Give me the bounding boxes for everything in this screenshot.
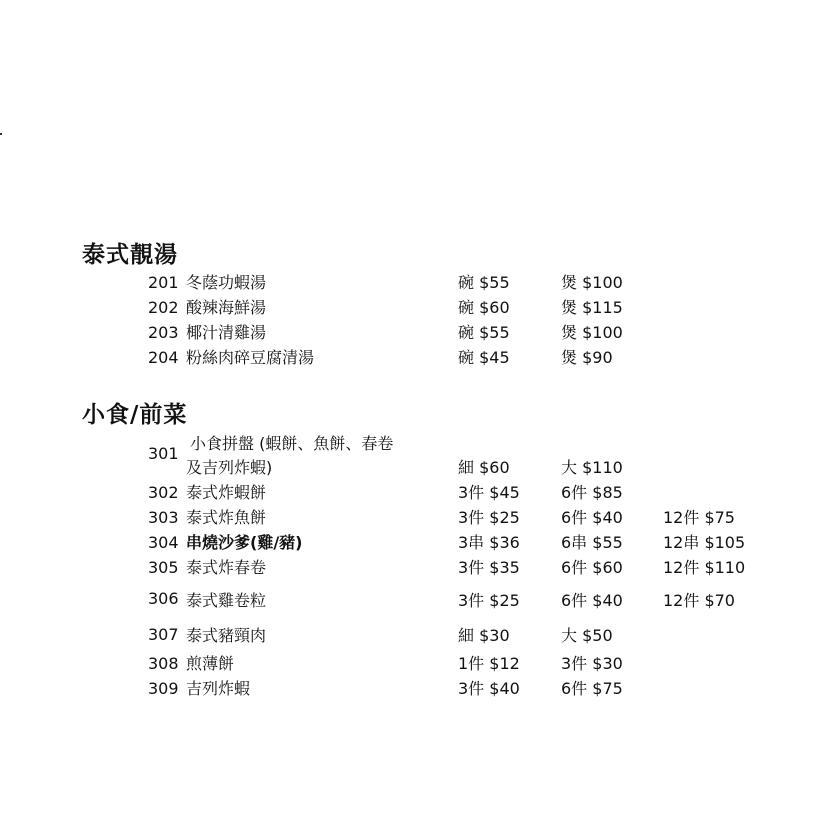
item-code: 202 <box>148 298 179 317</box>
item-name: 串燒沙爹(雞/豬) <box>186 533 303 552</box>
item-code: 306 <box>148 589 179 608</box>
item-code: 302 <box>148 483 179 502</box>
menu-row-202 <box>0 297 828 319</box>
item-price-2: 6件 $60 <box>561 558 623 577</box>
item-price-1: 3串 $36 <box>458 533 520 552</box>
item-code: 204 <box>148 348 179 367</box>
item-price-large: 煲 $100 <box>561 323 623 342</box>
menu-row-303 <box>0 507 828 529</box>
item-code: 308 <box>148 654 179 673</box>
item-code: 303 <box>148 508 179 527</box>
item-name: 冬蔭功蝦湯 <box>186 273 267 292</box>
menu-row-308 <box>0 653 828 675</box>
menu-row-201 <box>0 272 828 294</box>
item-name: 泰式豬頸肉 <box>186 626 267 645</box>
item-price-3: 12件 $75 <box>663 508 735 527</box>
item-price-1: 1件 $12 <box>458 654 520 673</box>
menu-row-306 <box>0 590 828 612</box>
item-price-2: 6件 $40 <box>561 591 623 610</box>
item-name: 泰式炸蝦餅 <box>186 483 267 502</box>
item-price-3: 12件 $110 <box>663 558 746 577</box>
item-price-large: 大 $50 <box>561 626 613 645</box>
item-code: 305 <box>148 558 179 577</box>
item-price-1: 3件 $25 <box>458 591 520 610</box>
item-price-3: 12件 $70 <box>663 591 735 610</box>
item-code: 307 <box>148 625 179 644</box>
menu-row-304 <box>0 532 828 554</box>
item-name-line2: 及吉列炸蝦) <box>186 458 273 477</box>
item-price-small: 細 $60 <box>458 458 510 477</box>
section-title-soup: 泰式靚湯 <box>82 242 178 268</box>
item-price-2: 6件 $85 <box>561 483 623 502</box>
menu-row-204 <box>0 347 828 369</box>
item-price-large: 煲 $115 <box>561 298 623 317</box>
item-name: 泰式雞卷粒 <box>186 591 267 610</box>
item-name: 吉列炸蝦 <box>186 679 251 698</box>
item-name: 酸辣海鮮湯 <box>186 298 267 317</box>
item-price-2: 6串 $55 <box>561 533 623 552</box>
item-price-small: 碗 $55 <box>458 273 510 292</box>
item-code: 201 <box>148 273 179 292</box>
item-price-1: 3件 $45 <box>458 483 520 502</box>
item-code: 203 <box>148 323 179 342</box>
edge-artifact <box>0 133 2 135</box>
item-price-large: 大 $110 <box>561 458 623 477</box>
item-price-2: 6件 $75 <box>561 679 623 698</box>
item-name: 泰式炸魚餅 <box>186 508 267 527</box>
item-code: 309 <box>148 679 179 698</box>
item-price-1: 3件 $25 <box>458 508 520 527</box>
item-price-large: 煲 $90 <box>561 348 613 367</box>
item-name: 泰式炸春卷 <box>186 558 267 577</box>
item-price-2: 3件 $30 <box>561 654 623 673</box>
item-price-1: 3件 $40 <box>458 679 520 698</box>
menu-row-301 <box>0 432 828 480</box>
item-price-3: 12串 $105 <box>663 533 746 552</box>
menu-row-203 <box>0 322 828 344</box>
item-name <box>186 432 393 480</box>
item-price-1: 3件 $35 <box>458 558 520 577</box>
item-price-large: 煲 $100 <box>561 273 623 292</box>
item-price-small: 碗 $45 <box>458 348 510 367</box>
item-price-small: 碗 $60 <box>458 298 510 317</box>
item-name-line1: 小食拼盤 (蝦餅、魚餅、春卷 <box>190 434 394 453</box>
item-name: 煎薄餅 <box>186 654 235 673</box>
menu-row-309 <box>0 678 828 700</box>
menu-row-302 <box>0 482 828 504</box>
item-code: 301 <box>148 444 179 463</box>
item-name: 粉絲肉碎豆腐清湯 <box>186 348 315 367</box>
item-code: 304 <box>148 533 179 552</box>
item-price-small: 碗 $55 <box>458 323 510 342</box>
item-name: 椰汁清雞湯 <box>186 323 267 342</box>
menu-row-307 <box>0 625 828 647</box>
section-title-snacks: 小食/前菜 <box>82 402 188 428</box>
item-price-2: 6件 $40 <box>561 508 623 527</box>
menu-row-305 <box>0 557 828 579</box>
item-price-small: 細 $30 <box>458 626 510 645</box>
